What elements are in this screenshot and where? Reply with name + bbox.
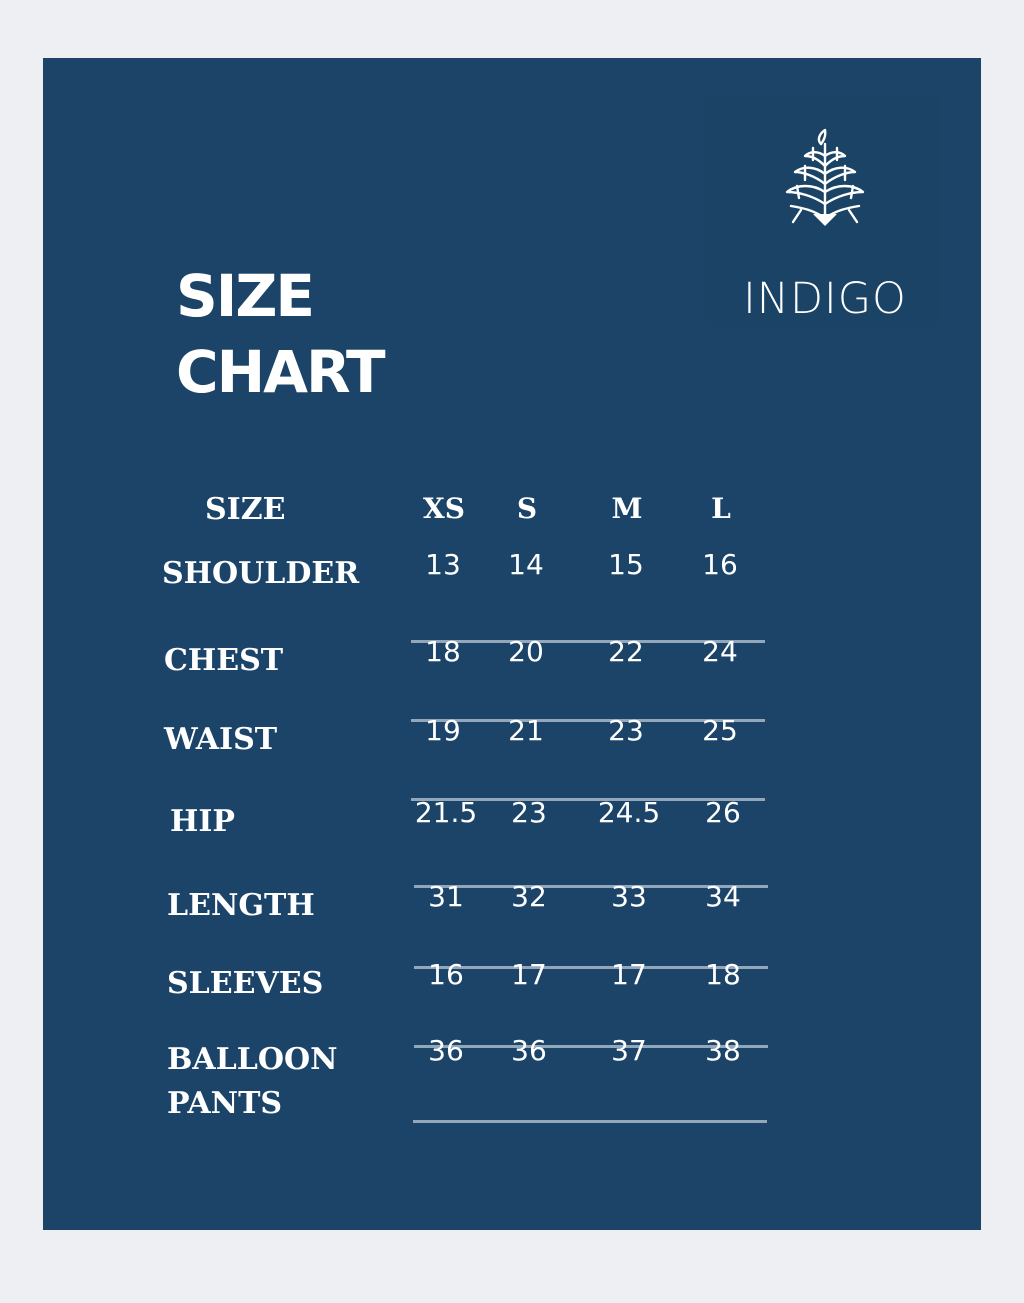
table-cell: 16 xyxy=(428,958,464,991)
row-label-hip: HIP xyxy=(170,804,235,839)
brand-logo xyxy=(705,94,941,326)
table-cell: 32 xyxy=(511,880,547,913)
table-cell: 21.5 xyxy=(414,796,478,829)
column-header-xs: XS xyxy=(423,492,465,525)
table-cell: 15 xyxy=(608,548,644,581)
brand-name: INDIGO xyxy=(743,274,907,324)
table-cell: 25 xyxy=(702,714,738,747)
table-cell: 14 xyxy=(508,548,544,581)
table-cell: 33 xyxy=(611,880,647,913)
table-cell: 17 xyxy=(611,958,647,991)
table-cell: 17 xyxy=(511,958,547,991)
row-label-chest: CHEST xyxy=(164,643,284,678)
row-label-shoulder: SHOULDER xyxy=(162,556,360,591)
table-cell: 23 xyxy=(608,714,644,747)
table-cell: 18 xyxy=(425,635,461,668)
leaf-icon xyxy=(783,126,867,226)
table-cell: 24.5 xyxy=(597,796,661,829)
row-label-balloon: BALLOON xyxy=(167,1042,338,1077)
column-header-s: S xyxy=(516,492,538,525)
table-cell: 19 xyxy=(425,714,461,747)
table-cell: 31 xyxy=(428,880,464,913)
row-label-pants: PANTS xyxy=(167,1086,283,1121)
row-label-sleeves: SLEEVES xyxy=(167,966,324,1001)
table-cell: 26 xyxy=(705,796,741,829)
title-line-1: SIZE xyxy=(176,262,314,330)
table-cell: 37 xyxy=(611,1034,647,1067)
table-cell: 24 xyxy=(702,635,738,668)
row-label-length: LENGTH xyxy=(167,888,315,923)
table-cell: 34 xyxy=(705,880,741,913)
table-cell: 13 xyxy=(425,548,461,581)
page-title xyxy=(176,258,384,410)
table-cell: 21 xyxy=(508,714,544,747)
table-cell: 18 xyxy=(705,958,741,991)
table-cell: 36 xyxy=(511,1034,547,1067)
column-header-l: L xyxy=(711,492,731,525)
row-label-waist: WAIST xyxy=(164,722,278,757)
table-cell: 23 xyxy=(511,796,547,829)
row-divider xyxy=(413,1120,767,1123)
table-cell: 22 xyxy=(608,635,644,668)
table-cell: 38 xyxy=(705,1034,741,1067)
size-header-label: SIZE xyxy=(205,492,286,527)
table-cell: 36 xyxy=(428,1034,464,1067)
table-cell: 16 xyxy=(702,548,738,581)
title-line-2: CHART xyxy=(176,338,384,406)
size-chart-panel xyxy=(43,58,981,1230)
table-cell: 20 xyxy=(508,635,544,668)
column-header-m: M xyxy=(611,492,643,525)
